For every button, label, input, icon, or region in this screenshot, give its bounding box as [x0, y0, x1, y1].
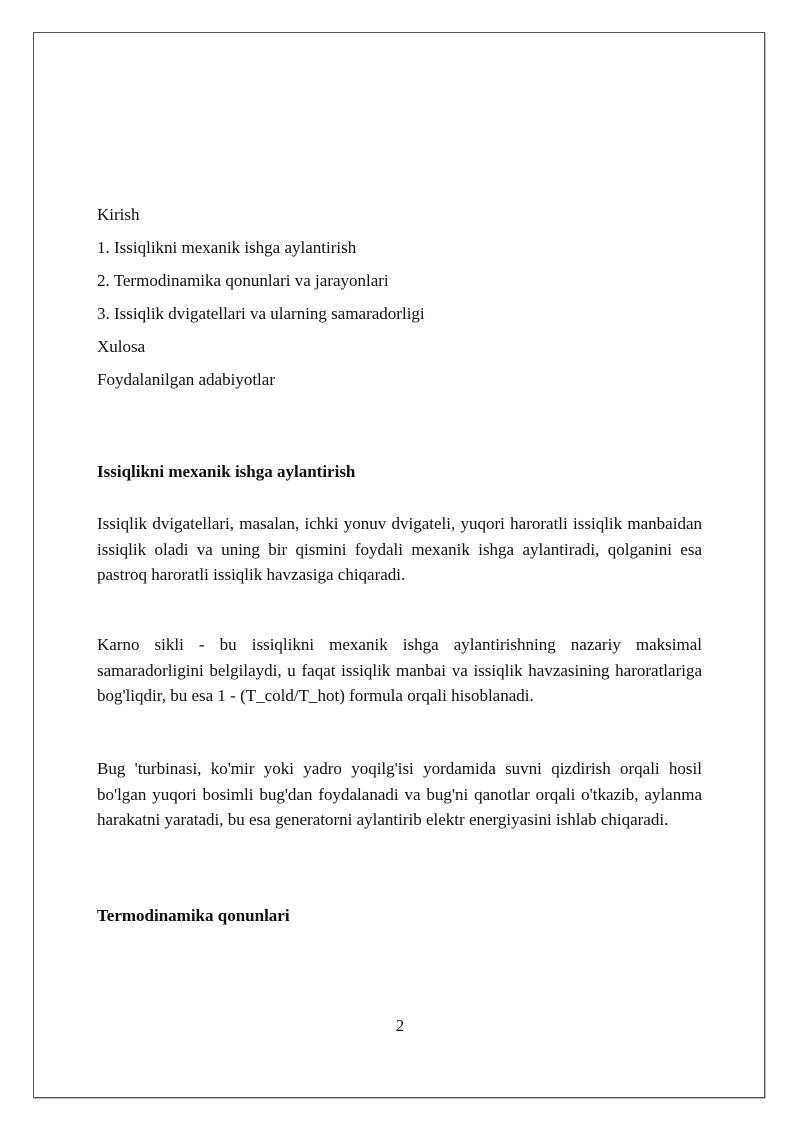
toc-item-3: 3. Issiqlik dvigatellari va ularning samaradorligi — [97, 304, 425, 323]
toc-item-references: Foydalanilgan adabiyotlar — [97, 370, 275, 389]
paragraph-3: Bug 'turbinasi, ko'mir yoki yadro yoqilg'isi yordamida suvni qizdirish orqali hosil bo'lgan yuqori bosimli bug'dan foydalanadi va bug'ni qanotlar orqali o'tkazib, aylanma harakatni yaratadi, bu esa generatorni aylantirib elektr energiyasini ishlab chiqaradi. — [97, 759, 702, 829]
paragraph-2: Karno sikli - bu issiqlikni mexanik ishga aylantirishning nazariy maksimal samaradorligini belgilaydi, u faqat issiqlik manbai va issiqlik havzasining haroratlariga bog'liqdir, bu esa 1 - (T_cold/T_hot) formula orqali hisoblanadi. — [97, 635, 702, 705]
table-of-contents — [97, 198, 702, 396]
toc-item-conclusion: Xulosa — [97, 337, 146, 356]
page-number: 2 — [395, 1016, 405, 1035]
paragraph-1: Issiqlik dvigatellari, masalan, ichki yonuv dvigateli, yuqori haroratli issiqlik manbaidan issiqlik oladi va uning bir qismini foydali mexanik ishga aylantiradi, qolganini esa pastroq haroratli issiqlik havzasiga chiqaradi. — [97, 514, 702, 584]
document-content — [97, 198, 702, 925]
toc-item-1: 1. Issiqlikni mexanik ishga aylantirish — [97, 238, 357, 257]
toc-item-2: 2. Termodinamika qonunlari va jarayonlari — [97, 271, 389, 290]
section-heading-2: Termodinamika qonunlari — [97, 906, 290, 925]
toc-item-intro: Kirish — [97, 205, 140, 224]
section-heading-1: Issiqlikni mexanik ishga aylantirish — [97, 462, 356, 481]
